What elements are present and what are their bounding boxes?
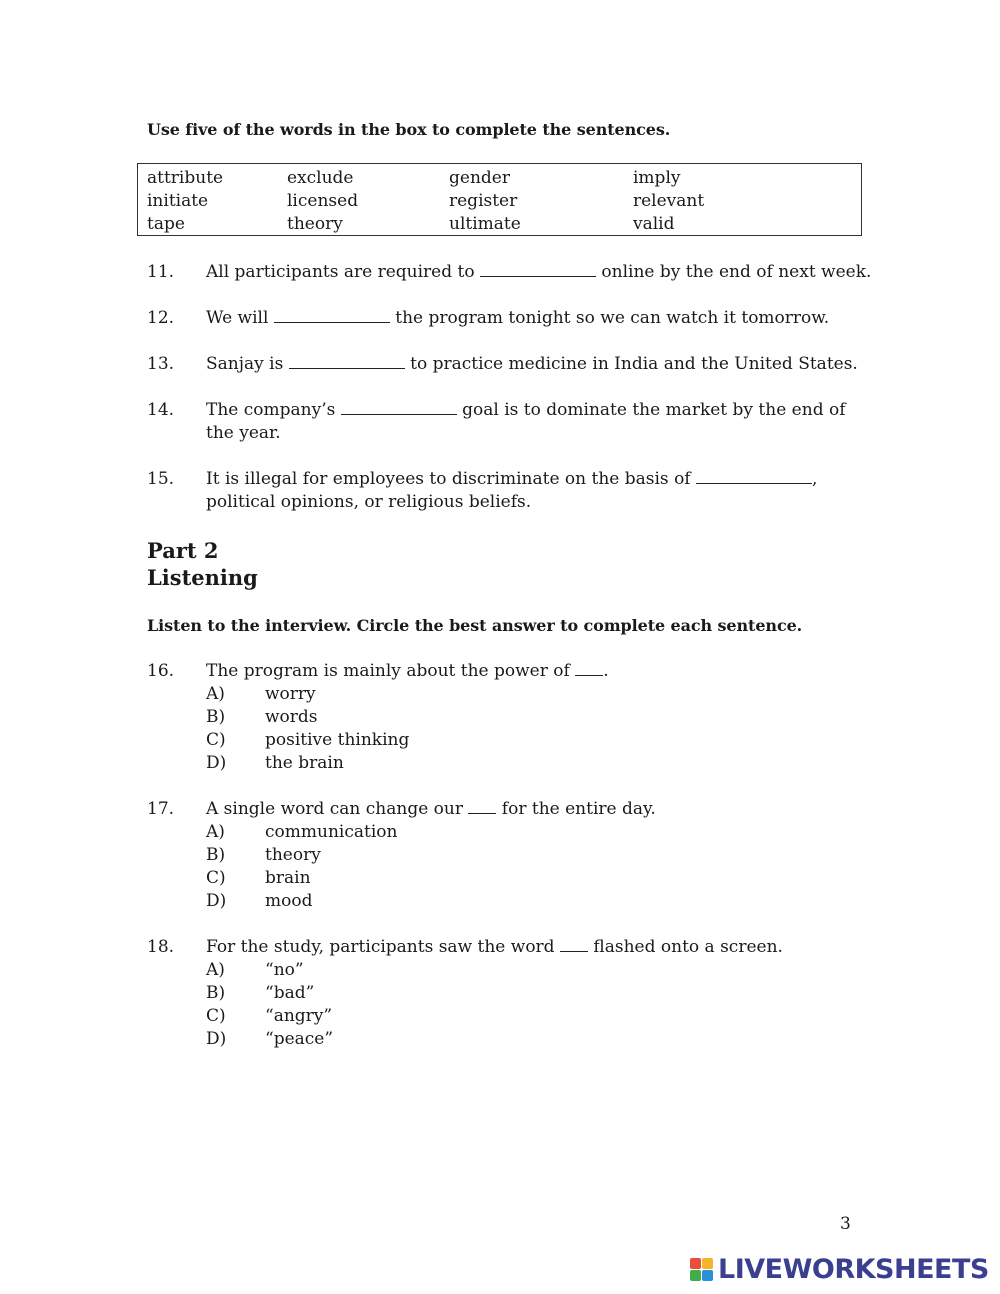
question-text: online by the end of next week. [595,262,872,282]
question-text: It is illegal for employees to discriminate on the basis of [206,469,696,489]
part1-instruction: Use five of the words in the box to complete the sentences. [147,120,671,139]
answer-blank [560,936,588,952]
question-number: 14. [147,400,175,420]
question-text: political opinions, or religious beliefs. [206,492,532,512]
answer-blank[interactable] [480,261,596,277]
question-text: All participants are required to [206,262,480,282]
word-box-item: valid [633,214,675,234]
word-box-item: gender [449,168,510,188]
option-text: “no” [265,960,304,980]
question-text: the year. [206,423,281,443]
answer-blank[interactable] [289,353,405,369]
question-text: The program is mainly about the power of [206,661,576,681]
question-text: for the entire day. [496,799,656,819]
option-letter: B) [206,845,226,865]
liveworksheets-logo-icon [690,1258,714,1282]
option-letter: B) [206,983,226,1003]
question-text: , [812,469,818,489]
liveworksheets-brand-text: LIVEWORKSHEETS [718,1254,989,1285]
answer-blank [575,660,603,676]
option-letter: A) [206,684,225,704]
word-box-item: exclude [287,168,354,188]
option-text: “angry” [265,1006,333,1026]
question-number: 15. [147,469,175,489]
word-box-item: tape [147,214,185,234]
question-number: 12. [147,308,175,328]
question-number: 16. [147,661,175,681]
question-text: For the study, participants saw the word [206,937,560,957]
option-letter: C) [206,1006,226,1026]
word-box-item: initiate [147,191,209,211]
option-letter: B) [206,707,226,727]
question-text: Sanjay is [206,354,289,374]
option-text: words [265,707,318,727]
option-letter: A) [206,822,225,842]
part-number-heading: Part 2 [147,538,219,563]
option-letter: D) [206,1029,227,1049]
answer-blank[interactable] [274,307,390,323]
word-box-item: theory [287,214,343,234]
option-text: communication [265,822,398,842]
answer-blank[interactable] [341,399,457,415]
word-box-item: imply [633,168,681,188]
word-box-item: licensed [287,191,359,211]
liveworksheets-logo[interactable] [690,1254,990,1286]
option-text: worry [265,684,316,704]
option-text: brain [265,868,311,888]
question-number: 11. [147,262,175,282]
option-text: theory [265,845,321,865]
question-number: 13. [147,354,175,374]
word-box-item: register [449,191,518,211]
part2-instruction: Listen to the interview. Circle the best answer to complete each sentence. [147,616,803,635]
option-letter: A) [206,960,225,980]
answer-blank [468,798,496,814]
page-number: 3 [840,1214,851,1234]
answer-blank[interactable] [696,468,812,484]
option-letter: D) [206,891,227,911]
question-text: . [603,661,609,681]
question-text: the program tonight so we can watch it tomorrow. [389,308,830,328]
option-text: “bad” [265,983,315,1003]
word-box-item: relevant [633,191,705,211]
question-text: goal is to dominate the market by the end of [456,400,846,420]
option-text: “peace” [265,1029,334,1049]
option-letter: C) [206,730,226,750]
question-text: The company’s [206,400,341,420]
question-text: We will [206,308,274,328]
question-text: A single word can change our [206,799,469,819]
option-text: the brain [265,753,344,773]
question-text: flashed onto a screen. [587,937,783,957]
question-number: 18. [147,937,175,957]
option-letter: C) [206,868,226,888]
word-box [137,163,862,236]
option-text: mood [265,891,313,911]
question-text: to practice medicine in India and the United States. [404,354,858,374]
word-box-item: attribute [147,168,224,188]
word-box-item: ultimate [449,214,521,234]
option-text: positive thinking [265,730,410,750]
question-number: 17. [147,799,175,819]
part-name-heading: Listening [147,565,258,590]
option-letter: D) [206,753,227,773]
